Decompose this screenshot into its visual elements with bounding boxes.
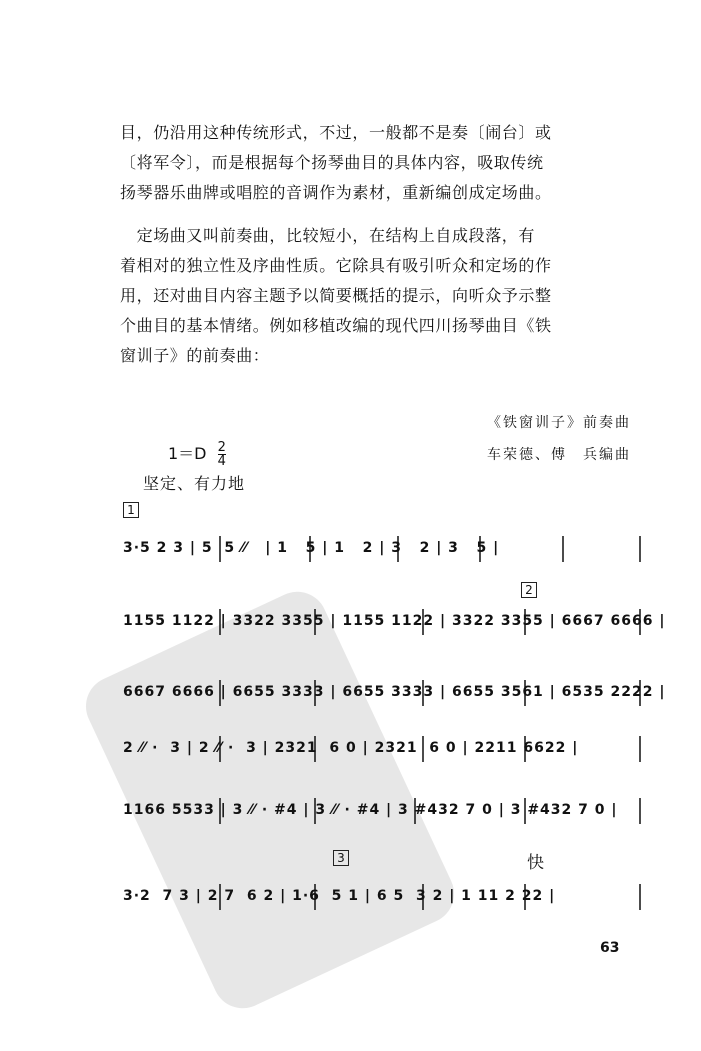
score-row-6 <box>115 880 643 914</box>
time-denominator: 4 <box>217 454 226 469</box>
notation-line: 6667 6666 | 6655 3333 | 6655 3333 | 6655 3561 | 6535 2222 | <box>123 684 666 700</box>
score-source-title: 《铁窗训子》前奏曲 <box>487 415 631 431</box>
notation-line: 1155 1122 | 3322 3355 | 1155 1122 | 3322 3355 | 6667 6666 | <box>123 613 666 629</box>
text-line: 用，还对曲目内容主题予以简要概括的提示，向听众予示整 <box>120 286 552 305</box>
text-line: 扬琴器乐曲牌或唱腔的音调作为素材，重新编创成定场曲。 <box>120 183 552 202</box>
text-line: 目，仍沿用这种传统形式，不过，一般都不是奏〔闹台〕或 <box>120 123 552 142</box>
notation-line: 3·2 7 3 | 2 7 6 2 | 1·6 5 1 | 6 5 3 2 | 1 11 2 22 | <box>123 888 556 904</box>
score-row-1 <box>115 532 643 566</box>
notation-line: 2 ⁄⁄ · 3 | 2 ⁄⁄ · 3 | 2321 6 0 | 2321 6 0 | 2211 6622 | <box>123 740 579 756</box>
score-row-4 <box>115 732 643 766</box>
text-line: 定场曲又叫前奏曲，比较短小，在结构上自成段落，有 <box>120 226 536 245</box>
tempo-change-marking: 快 <box>527 853 544 873</box>
notation-line: 1166 5533 | 3 ⁄⁄ · #4 | 3 ⁄⁄ · #4 | 3 #432 7 0 | 3 #432 7 0 | <box>123 802 618 818</box>
time-numerator: 2 <box>217 440 226 455</box>
score-row-2 <box>115 605 666 639</box>
time-signature <box>218 441 226 468</box>
key-label: 1＝D <box>168 444 207 463</box>
score-row-3 <box>115 676 666 710</box>
key-signature <box>168 441 226 468</box>
rehearsal-mark-2: 2 <box>521 582 537 598</box>
score-row-5 <box>115 794 643 828</box>
text-line: 个曲目的基本情绪。例如移植改编的现代四川扬琴曲目《铁 <box>120 316 552 335</box>
rehearsal-mark-1: 1 <box>123 502 139 518</box>
paragraph-2 <box>120 221 640 371</box>
tempo-marking: 坚定、有力地 <box>143 474 246 493</box>
paragraph-1 <box>120 118 640 208</box>
text-line: 着相对的独立性及序曲性质。它除具有吸引听众和定场的作 <box>120 256 552 275</box>
text-line: 窗训子》的前奏曲： <box>120 346 270 365</box>
text-line: 〔将军令〕，而是根据每个扬琴曲目的具体内容，吸取传统 <box>120 153 544 172</box>
page-number: 63 <box>600 940 620 956</box>
rehearsal-mark-3: 3 <box>333 850 349 866</box>
notation-line: 3·5 2 3 | 5 5 ⁄⁄ | 1 5 | 1 2 | 3 2 | 3 5 | <box>123 540 500 556</box>
score-composers: 车荣德、傅 兵编曲 <box>487 447 631 463</box>
